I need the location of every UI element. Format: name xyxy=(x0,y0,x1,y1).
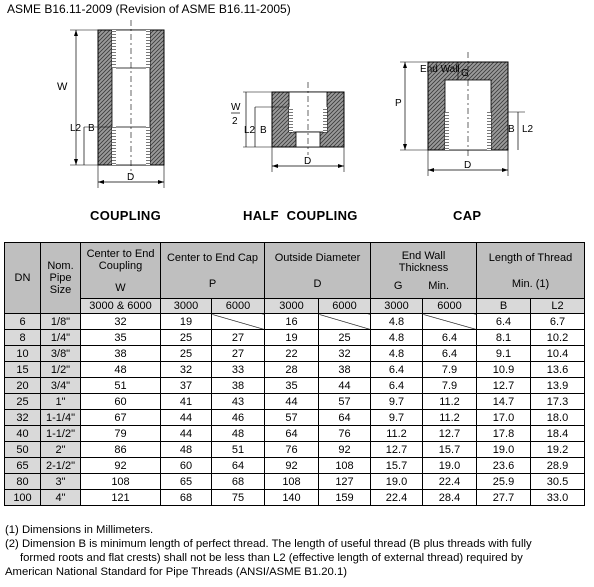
cell-w: 121 xyxy=(81,490,161,506)
dimensions-table xyxy=(4,242,585,506)
cap-p-label: P xyxy=(395,98,402,109)
fitting-drawings xyxy=(0,0,594,240)
subheader-cell: 3000 xyxy=(265,299,319,314)
cell-g3000: 4.8 xyxy=(371,314,423,330)
cell-w: 35 xyxy=(81,330,161,346)
header-cap-symbol: P xyxy=(208,277,217,290)
cell-b: 27.7 xyxy=(477,490,531,506)
cell-p6000: 64 xyxy=(212,458,265,474)
half-coupling-drawing xyxy=(231,82,344,172)
table-row xyxy=(5,378,585,394)
cell-dn: 100 xyxy=(5,490,41,506)
table-row xyxy=(5,362,585,378)
cell-nps: 3/8" xyxy=(41,346,81,362)
cell-g6000: 19.0 xyxy=(423,458,477,474)
cell-d6000: 64 xyxy=(319,410,371,426)
note-2-line-1: (2) Dimension B is minimum length of perfect thread. The length of useful thread (B plus threads with fully xyxy=(5,538,532,550)
cell-dn: 8 xyxy=(5,330,41,346)
cell-d3000: 64 xyxy=(265,426,319,442)
header-thread-min: Min. (1) xyxy=(511,277,550,290)
cell-p6000: 27 xyxy=(212,330,265,346)
cell-l2: 30.5 xyxy=(531,474,585,490)
cell-nps: 4" xyxy=(41,490,81,506)
coupling-b-label: B xyxy=(88,123,95,134)
header-cap-title: Center to End Cap xyxy=(166,251,259,264)
cell-d6000: 76 xyxy=(319,426,371,442)
cell-p6000: 68 xyxy=(212,474,265,490)
cell-w: 38 xyxy=(81,346,161,362)
cell-nps: 2-1/2" xyxy=(41,458,81,474)
cap-drawing xyxy=(395,52,534,176)
cell-d3000: 22 xyxy=(265,346,319,362)
cell-g6000: 6.4 xyxy=(423,330,477,346)
cell-dn: 40 xyxy=(5,426,41,442)
cell-nps: 1/8" xyxy=(41,314,81,330)
table-row xyxy=(5,490,585,506)
cell-d6000: 159 xyxy=(319,490,371,506)
cell-p6000: 33 xyxy=(212,362,265,378)
cell-b: 25.9 xyxy=(477,474,531,490)
cell-g6000: 11.2 xyxy=(423,410,477,426)
cap-l2-label: L2 xyxy=(522,124,534,135)
cell-g6000: 12.7 xyxy=(423,426,477,442)
cell-g3000: 15.7 xyxy=(371,458,423,474)
coupling-l2-label: L2 xyxy=(70,123,82,134)
subheader-cell: 6000 xyxy=(423,299,477,314)
cell-g6000: 22.4 xyxy=(423,474,477,490)
cell-p3000: 44 xyxy=(161,426,212,442)
table-row xyxy=(5,314,585,330)
cell-g6000: 7.9 xyxy=(423,362,477,378)
cell-l2: 18.4 xyxy=(531,426,585,442)
cell-w: 108 xyxy=(81,474,161,490)
cell-p3000: 44 xyxy=(161,410,212,426)
table-row xyxy=(5,474,585,490)
cell-b: 17.8 xyxy=(477,426,531,442)
cell-w: 48 xyxy=(81,362,161,378)
cell-p6000: 27 xyxy=(212,346,265,362)
header-od-symbol: D xyxy=(313,277,322,290)
header-thread-title: Length of Thread xyxy=(488,251,573,264)
subheader-cell: L2 xyxy=(531,299,585,314)
cell-b: 6.4 xyxy=(477,314,531,330)
cell-nps: 1/2" xyxy=(41,362,81,378)
cell-dn: 80 xyxy=(5,474,41,490)
cell-p3000: 60 xyxy=(161,458,212,474)
header-thread xyxy=(477,243,585,299)
cell-w: 86 xyxy=(81,442,161,458)
cell-l2: 18.0 xyxy=(531,410,585,426)
cell-g6000: 15.7 xyxy=(423,442,477,458)
cell-dn: 32 xyxy=(5,410,41,426)
cell-dn: 6 xyxy=(5,314,41,330)
cell-p3000: 65 xyxy=(161,474,212,490)
subheader-cell: B xyxy=(477,299,531,314)
table-row xyxy=(5,410,585,426)
cell-w: 79 xyxy=(81,426,161,442)
subheader-cell: 3000 xyxy=(161,299,212,314)
cell-dn: 65 xyxy=(5,458,41,474)
cell-w: 92 xyxy=(81,458,161,474)
header-od-title: Outside Diameter xyxy=(274,251,361,264)
cell-d6000: 108 xyxy=(319,458,371,474)
cell-g6000: 7.9 xyxy=(423,378,477,394)
cell-p3000: 25 xyxy=(161,346,212,362)
table-row xyxy=(5,346,585,362)
cell-d3000: 108 xyxy=(265,474,319,490)
cell-l2: 13.9 xyxy=(531,378,585,394)
cell-b: 23.6 xyxy=(477,458,531,474)
cell-d6000: 44 xyxy=(319,378,371,394)
subheader-cell: 3000 & 6000 xyxy=(81,299,161,314)
cell-g3000: 4.8 xyxy=(371,346,423,362)
header-coupling-symbol: W xyxy=(115,281,126,294)
cell-dn: 20 xyxy=(5,378,41,394)
header-od xyxy=(265,243,371,299)
cell-g3000: 4.8 xyxy=(371,330,423,346)
cell-b: 8.1 xyxy=(477,330,531,346)
cell-g6000: 11.2 xyxy=(423,394,477,410)
cell-d6000: 127 xyxy=(319,474,371,490)
cell-w: 32 xyxy=(81,314,161,330)
half-coupling-b-label: B xyxy=(260,125,267,136)
document-heading: ASME B16.11-2009 (Revision of ASME B16.11-2005) xyxy=(7,2,291,16)
table-row xyxy=(5,458,585,474)
cell-g3000: 11.2 xyxy=(371,426,423,442)
coupling-d-label: D xyxy=(127,172,135,183)
cell-p3000: 19 xyxy=(161,314,212,330)
cell-p6000: 43 xyxy=(212,394,265,410)
cell-p3000: 48 xyxy=(161,442,212,458)
cell-l2: 6.7 xyxy=(531,314,585,330)
cell-d3000: 35 xyxy=(265,378,319,394)
header-coupling xyxy=(81,243,161,299)
subheader-cell: 6000 xyxy=(212,299,265,314)
half-coupling-d-label: D xyxy=(304,156,312,167)
cell-nps: 3" xyxy=(41,474,81,490)
cell-l2: 10.4 xyxy=(531,346,585,362)
cell-d3000: 28 xyxy=(265,362,319,378)
header-wall xyxy=(371,243,477,299)
cell-nps: 1-1/2" xyxy=(41,426,81,442)
cell-l2: 13.6 xyxy=(531,362,585,378)
cell-g3000: 9.7 xyxy=(371,410,423,426)
cell-d6000: 57 xyxy=(319,394,371,410)
cell-p3000: 41 xyxy=(161,394,212,410)
cell-g3000: 22.4 xyxy=(371,490,423,506)
cell-l2: 28.9 xyxy=(531,458,585,474)
cell-l2: 17.3 xyxy=(531,394,585,410)
cell-p6000: 38 xyxy=(212,378,265,394)
cell-g3000: 19.0 xyxy=(371,474,423,490)
cell-d3000: 92 xyxy=(265,458,319,474)
cell-p6000: 51 xyxy=(212,442,265,458)
cell-b: 14.7 xyxy=(477,394,531,410)
cell-p3000: 25 xyxy=(161,330,212,346)
table-row xyxy=(5,330,585,346)
cap-b-label: B xyxy=(508,124,515,135)
cell-p6000: 75 xyxy=(212,490,265,506)
cell-g6000 xyxy=(423,314,477,330)
half-coupling-caption: HALF COUPLING xyxy=(243,208,358,223)
cell-l2: 10.2 xyxy=(531,330,585,346)
subheader-cell: 6000 xyxy=(319,299,371,314)
coupling-caption: COUPLING xyxy=(90,208,162,223)
cell-b: 12.7 xyxy=(477,378,531,394)
header-wall-g: G xyxy=(393,279,403,292)
cell-g3000: 12.7 xyxy=(371,442,423,458)
header-nps: Nom. Pipe Size xyxy=(41,243,81,314)
cell-d6000: 32 xyxy=(319,346,371,362)
cell-g3000: 9.7 xyxy=(371,394,423,410)
table-body xyxy=(5,314,585,506)
cell-nps: 2" xyxy=(41,442,81,458)
cell-b: 19.0 xyxy=(477,442,531,458)
cell-d3000: 76 xyxy=(265,442,319,458)
cap-end-wall-label: End Wall xyxy=(420,64,460,75)
footnotes xyxy=(5,523,593,579)
cell-p6000: 46 xyxy=(212,410,265,426)
cell-d6000 xyxy=(319,314,371,330)
table-row xyxy=(5,426,585,442)
half-coupling-w-label: W xyxy=(231,102,241,113)
table-row xyxy=(5,442,585,458)
half-coupling-l2-label: L2 xyxy=(244,125,256,136)
cap-caption: CAP xyxy=(453,208,482,223)
cell-p3000: 68 xyxy=(161,490,212,506)
header-coupling-title: Center to End Coupling xyxy=(86,247,155,272)
cell-d6000: 38 xyxy=(319,362,371,378)
cell-g3000: 6.4 xyxy=(371,378,423,394)
cell-d3000: 19 xyxy=(265,330,319,346)
cell-b: 17.0 xyxy=(477,410,531,426)
cell-nps: 1-1/4" xyxy=(41,410,81,426)
note-2-line-2: formed roots and flat crests) shall not be less than L2 (effective length of external thread) required by xyxy=(20,552,523,564)
cell-w: 51 xyxy=(81,378,161,394)
cell-dn: 10 xyxy=(5,346,41,362)
header-wall-min: Min. xyxy=(428,279,450,292)
cell-d6000: 25 xyxy=(319,330,371,346)
note-2-line-3: American National Standard for Pipe Threads (ANSI/ASME B1.20.1) xyxy=(5,566,348,578)
cell-p6000: 48 xyxy=(212,426,265,442)
cell-b: 10.9 xyxy=(477,362,531,378)
cell-d3000: 16 xyxy=(265,314,319,330)
table-row xyxy=(5,394,585,410)
cell-b: 9.1 xyxy=(477,346,531,362)
subheader-cell: 3000 xyxy=(371,299,423,314)
cell-g6000: 6.4 xyxy=(423,346,477,362)
header-dn: DN xyxy=(5,243,41,314)
header-wall-title: End Wall Thickness xyxy=(398,249,449,274)
note-1: (1) Dimensions in Millimeters. xyxy=(5,524,154,536)
cell-dn: 50 xyxy=(5,442,41,458)
cell-p6000 xyxy=(212,314,265,330)
coupling-drawing xyxy=(57,20,164,188)
cell-g3000: 6.4 xyxy=(371,362,423,378)
cell-l2: 19.2 xyxy=(531,442,585,458)
cell-w: 60 xyxy=(81,394,161,410)
cell-nps: 1" xyxy=(41,394,81,410)
cell-w: 67 xyxy=(81,410,161,426)
cell-g6000: 28.4 xyxy=(423,490,477,506)
cell-d3000: 44 xyxy=(265,394,319,410)
cell-nps: 1/4" xyxy=(41,330,81,346)
cell-d3000: 57 xyxy=(265,410,319,426)
header-cap xyxy=(161,243,265,299)
half-coupling-2-label: 2 xyxy=(232,116,238,127)
coupling-w-label: W xyxy=(57,81,68,93)
cell-l2: 33.0 xyxy=(531,490,585,506)
cell-p3000: 37 xyxy=(161,378,212,394)
cap-d-label: D xyxy=(464,160,472,171)
cell-d3000: 140 xyxy=(265,490,319,506)
cell-nps: 3/4" xyxy=(41,378,81,394)
cap-g-label: G xyxy=(461,68,469,79)
cell-dn: 25 xyxy=(5,394,41,410)
cell-p3000: 32 xyxy=(161,362,212,378)
cell-dn: 15 xyxy=(5,362,41,378)
cell-d6000: 92 xyxy=(319,442,371,458)
